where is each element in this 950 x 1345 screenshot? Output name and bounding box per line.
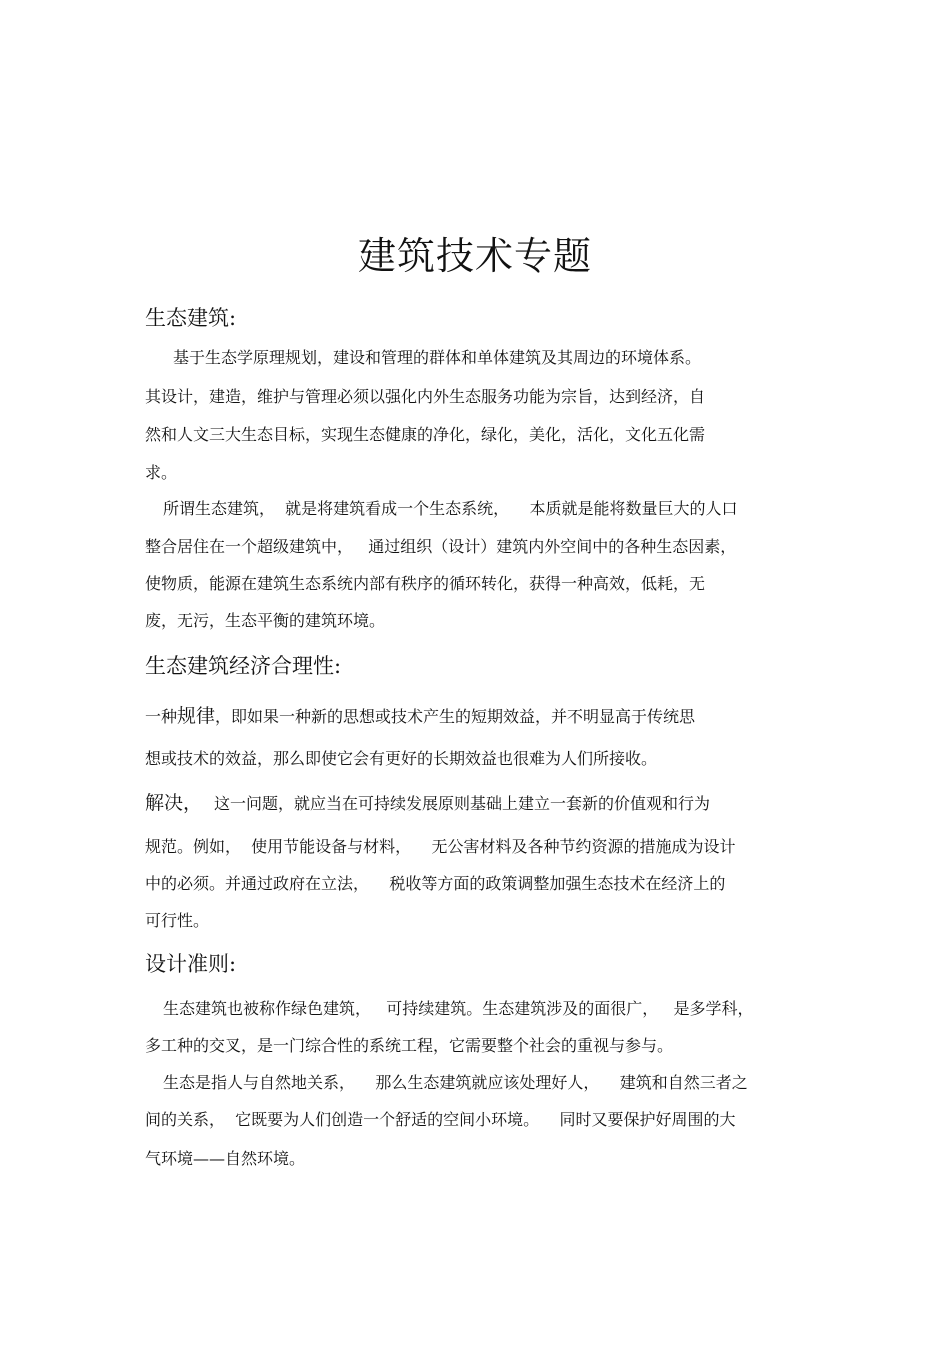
paragraph-line: 废，无污，生态平衡的建筑环境。 — [145, 611, 386, 630]
paragraph-line: 间的关系， 它既要为人们创造一个舒适的空间小环境。 同时又要保护好周围的大 — [145, 1110, 736, 1129]
text-run: 一种 — [145, 707, 178, 726]
paragraph-line: 可行性。 — [145, 911, 210, 930]
paragraph-line: 中的必须。并通过政府在立法， 税收等方面的政策调整加强生态技术在经济上的 — [145, 874, 726, 893]
paragraph-line: 基于生态学原理规划，建设和管理的群体和单体建筑及其周边的环境体系。 — [173, 348, 702, 367]
paragraph-line: 生态是指人与自然地关系， 那么生态建筑就应该处理好人， 建筑和自然三者之 — [163, 1073, 748, 1092]
paragraph-line: 多工种的交叉，是一门综合性的系统工程，它需要整个社会的重视与参与。 — [145, 1036, 674, 1055]
paragraph-line: 想或技术的效益，那么即使它会有更好的长期效益也很难为人们所接收。 — [145, 749, 658, 768]
page-title: 建筑技术专题 — [357, 234, 592, 278]
paragraph-line — [145, 703, 695, 730]
paragraph-line — [145, 790, 710, 817]
section-heading-design-principles: 设计准则: — [145, 952, 237, 976]
section-heading-eco-building: 生态建筑: — [145, 306, 237, 330]
paragraph-line: 使物质，能源在建筑生态系统内部有秩序的循环转化，获得一种高效，低耗，无 — [145, 574, 706, 593]
paragraph-line: 气环境——自然环境。 — [145, 1149, 306, 1168]
paragraph-line: 整合居住在一个超级建筑中， 通过组织（设计）建筑内外空间中的各种生态因素， — [145, 537, 737, 556]
paragraph-line: 求。 — [145, 463, 178, 482]
paragraph-line: 然和人文三大生态目标，实现生态健康的净化，绿化，美化，活化，文化五化需 — [145, 425, 706, 444]
text-run: 这一问题，就应当在可持续发展原则基础上建立一套新的价值观和行为 — [214, 794, 711, 813]
emphasis-word: 解决， — [145, 792, 203, 814]
section-heading-economic-rationality: 生态建筑经济合理性: — [145, 654, 342, 678]
paragraph-line: 其设计，建造，维护与管理必须以强化内外生态服务功能为宗旨，达到经济，自 — [145, 387, 706, 406]
paragraph-line: 生态建筑也被称作绿色建筑， 可持续建筑。生态建筑涉及的面很广， 是多学科， — [163, 999, 754, 1018]
text-run: ，即如果一种新的思想或技术产生的短期效益，并不明显高于传统思 — [215, 707, 696, 726]
paragraph-line: 所谓生态建筑， 就是将建筑看成一个生态系统， 本质就是能将数量巨大的人口 — [163, 499, 738, 518]
paragraph-line: 规范。例如， 使用节能设备与材料， 无公害材料及各种节约资源的措施成为设计 — [145, 837, 736, 856]
emphasis-word: 规律 — [177, 705, 216, 727]
